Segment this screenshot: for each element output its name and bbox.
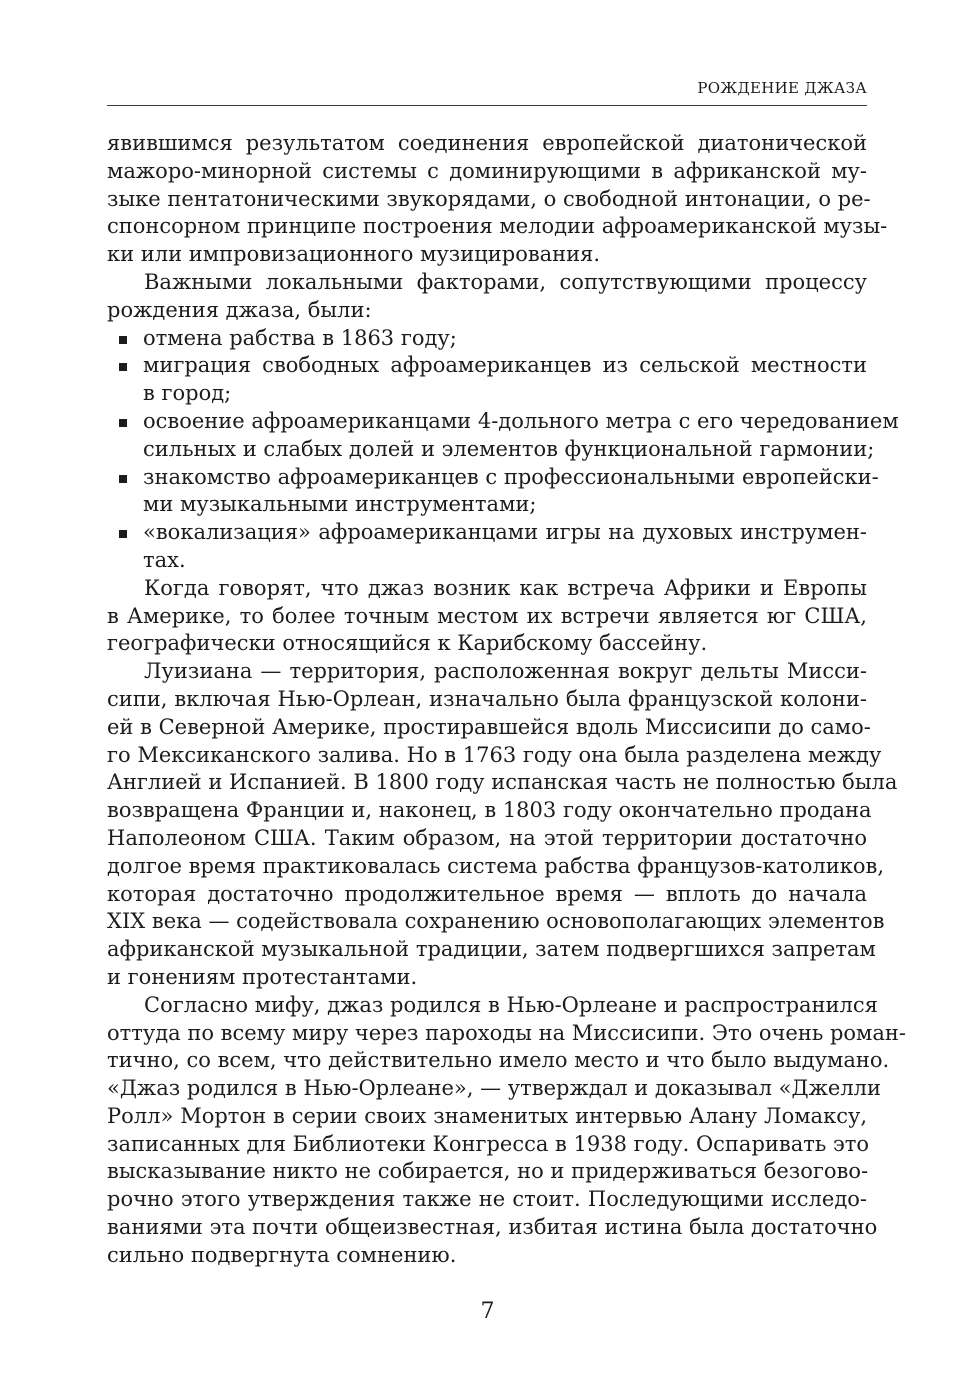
text-line: мажоро-минорной системы с доминирующими в африканской му-: [107, 158, 867, 183]
paragraph: [107, 130, 888, 269]
text-line: зыке пентатоническими звукорядами, о свободной интонации, о ре-: [107, 186, 871, 211]
square-bullet-icon: [119, 419, 127, 427]
text-line: возвращена Франции и, наконец, в 1803 году окончательно продана: [107, 798, 872, 823]
text-line: и гонениям протестантами.: [107, 964, 418, 989]
text-line: рочно этого утверждения также не стоит. Последующими исследо-: [107, 1187, 867, 1212]
body-text: [107, 130, 906, 1270]
list-item: [107, 408, 899, 464]
text-line: в город;: [143, 381, 232, 406]
text-line: ваниями эта почти общеизвестная, избитая истина была достаточно: [107, 1215, 878, 1240]
paragraph: [107, 992, 906, 1270]
text-line: которая достаточно продолжительное время — вплоть до начала: [107, 881, 867, 906]
square-bullet-icon: [119, 363, 127, 371]
text-line: географически относящийся к Карибскому бассейну.: [107, 631, 708, 656]
text-line: явившимся результатом соединения европейской диатонической: [107, 131, 867, 155]
text-line: Когда говорят, что джаз возник как встреча Африки и Европы: [144, 575, 867, 600]
text-line: тично, со всем, что действительно имело место и что было выдумано.: [107, 1048, 890, 1073]
text-line: Луизиана — территория, расположенная вокруг дельты Мисси-: [144, 659, 867, 684]
page-number: 7: [480, 1299, 495, 1324]
square-bullet-icon: [119, 336, 127, 344]
text-line: Наполеоном США. Таким образом, на этой территории достаточно: [107, 825, 867, 850]
text-line: Англией и Испанией. В 1800 году испанская часть не полностью была: [107, 770, 898, 795]
text-line: миграция свободных афроамериканцев из сельской местности: [143, 353, 867, 378]
square-bullet-icon: [119, 475, 127, 483]
text-line: Важными локальными факторами, сопутствующими процессу: [144, 269, 867, 294]
text-line: сильно подвергнута сомнению.: [107, 1242, 457, 1267]
text-line: ки или импровизационного музицирования.: [107, 242, 601, 267]
list-item: [107, 464, 879, 520]
list-item: [107, 519, 867, 575]
text-line: сипи, включая Нью-Орлеан, изначально была французской колони-: [107, 686, 867, 711]
text-line: знакомство афроамериканцев с профессиональными европейски-: [143, 464, 879, 489]
running-header: РОЖДЕНИЕ ДЖАЗА: [697, 79, 867, 97]
text-line: ми музыкальными инструментами;: [143, 492, 537, 517]
text-line: «вокализация» афроамериканцами игры на духовых инструмен-: [143, 520, 867, 545]
list-item: [107, 325, 867, 353]
text-line: оттуда по всему миру через пароходы на Миссисипи. Это очень роман-: [107, 1020, 906, 1045]
text-line: сильных и слабых долей и элементов функциональной гармонии;: [143, 436, 875, 461]
paragraph: [107, 269, 867, 325]
square-bullet-icon: [119, 530, 127, 538]
text-line: африканской музыкальной традиции, затем подвергшихся запретам: [107, 937, 876, 962]
text-line: высказывание никто не собирается, но и придерживаться безогово-: [107, 1159, 869, 1184]
text-line: в Америке, то более точным местом их встречи является юг США,: [107, 603, 867, 628]
text-line: ей в Северной Америке, простиравшейся вдоль Миссисипи до само-: [107, 714, 871, 739]
text-line: XIX века — содействовала сохранению основополагающих элементов: [107, 909, 885, 934]
header-rule: [107, 105, 867, 106]
bullet-list: [107, 325, 899, 575]
text-line: Ролл» Мортон в серии своих знаменитых интервью Алану Ломаксу,: [107, 1103, 867, 1128]
text-line: записанных для Библиотеки Конгресса в 1938 году. Оспаривать это: [107, 1131, 869, 1156]
text-line: «Джаз родился в Нью-Орлеане», — утверждал и доказывал «Джелли: [107, 1076, 882, 1101]
paragraph: [107, 575, 867, 658]
text-line: отмена рабства в 1863 году;: [143, 325, 457, 350]
paragraph: [107, 658, 898, 992]
list-item: [107, 352, 867, 408]
text-line: тах.: [143, 547, 186, 572]
text-line: го Мексиканского залива. Но в 1763 году она была разделена между: [107, 742, 882, 767]
text-line: спонсорном принципе построения мелодии афроамериканской музы-: [107, 214, 888, 239]
text-line: рождения джаза, были:: [107, 297, 372, 322]
text-line: Согласно мифу, джаз родился в Нью-Орлеане и распространился: [144, 992, 878, 1017]
text-line: долгое время практиковалась система рабства французов-католиков,: [107, 853, 885, 878]
text-line: освоение афроамериканцами 4-дольного метра с его чередованием: [143, 408, 899, 433]
